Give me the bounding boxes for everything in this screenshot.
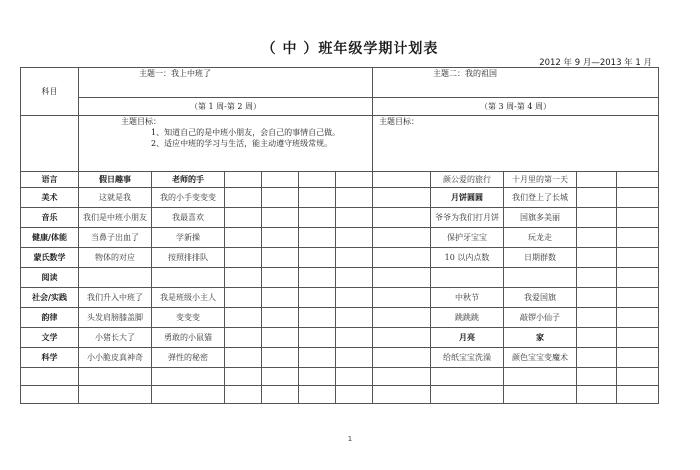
activity-cell: 我最喜欢 <box>152 208 225 228</box>
empty-cell <box>577 328 617 348</box>
empty-cell <box>577 172 617 188</box>
empty-cell <box>373 308 431 328</box>
empty-cell <box>225 268 262 288</box>
empty-cell <box>617 188 659 208</box>
activity-cell: 保护牙宝宝 <box>431 228 504 248</box>
empty-cell <box>336 328 373 348</box>
empty-cell <box>299 228 336 248</box>
activity-cell: 爷爷为我们打月饼 <box>431 208 504 228</box>
empty-cell <box>617 308 659 328</box>
empty-cell <box>225 288 262 308</box>
empty-cell <box>373 228 431 248</box>
empty-cell <box>299 268 336 288</box>
subject-cell: 美术 <box>21 188 79 208</box>
week1-cell: （第 1 周-第 2 周） <box>79 98 373 116</box>
empty-cell <box>373 288 431 308</box>
activity-cell <box>431 268 504 288</box>
empty-cell <box>617 172 659 188</box>
table-row <box>21 248 659 268</box>
activity-cell <box>152 268 225 288</box>
plan-table <box>20 67 659 404</box>
activity-cell: 变变变 <box>152 308 225 328</box>
table-row <box>21 368 659 386</box>
activity-cell: 跳跳跳 <box>431 308 504 328</box>
activity-cell: 按照排排队 <box>152 248 225 268</box>
empty-cell <box>373 208 431 228</box>
activity-cell: 我们是中班小朋友 <box>79 208 152 228</box>
empty-cell <box>336 188 373 208</box>
empty-cell <box>262 268 299 288</box>
empty-cell <box>373 188 431 208</box>
activity-cell: 颜色宝宝变魔术 <box>504 348 577 368</box>
empty-cell <box>373 386 431 404</box>
activity-cell: 我是班级小主人 <box>152 288 225 308</box>
empty-cell <box>225 368 262 386</box>
goal1-title: 主题目标： <box>121 117 161 126</box>
activity-cell: 玩龙走 <box>504 228 577 248</box>
empty-cell <box>262 308 299 328</box>
table-row <box>21 188 659 208</box>
empty-cell <box>577 268 617 288</box>
activity-cell <box>504 386 577 404</box>
activity-cell: 月饼圆圆 <box>431 188 504 208</box>
activity-cell: 学新操 <box>152 228 225 248</box>
empty-cell <box>299 188 336 208</box>
empty-cell <box>262 248 299 268</box>
empty-cell <box>577 348 617 368</box>
empty-cell <box>225 348 262 368</box>
empty-cell <box>299 248 336 268</box>
empty-cell <box>336 268 373 288</box>
table-row <box>21 288 659 308</box>
activity-cell: 家 <box>504 328 577 348</box>
activity-cell <box>79 386 152 404</box>
empty-cell <box>373 248 431 268</box>
subject-cell <box>21 386 79 404</box>
empty-cell <box>336 386 373 404</box>
empty-cell <box>299 308 336 328</box>
page-number: 1 <box>347 435 353 443</box>
table-row <box>21 308 659 328</box>
activity-cell: 物体的对应 <box>79 248 152 268</box>
activity-cell: 敲锣小仙子 <box>504 308 577 328</box>
goal1-item: 1、知道自己的是中班小朋友，会自己的事情自己做。 <box>151 128 341 137</box>
empty-cell <box>336 288 373 308</box>
activity-cell: 小小脆皮真神奇 <box>79 348 152 368</box>
empty-cell <box>262 228 299 248</box>
table-row <box>21 172 659 188</box>
empty-cell <box>373 328 431 348</box>
empty-cell <box>336 208 373 228</box>
empty-cell <box>299 386 336 404</box>
empty-cell <box>225 328 262 348</box>
empty-cell <box>225 386 262 404</box>
table-row <box>21 348 659 368</box>
activity-cell <box>152 368 225 386</box>
subject-cell: 文学 <box>21 328 79 348</box>
activity-cell <box>431 368 504 386</box>
empty-cell <box>577 308 617 328</box>
activity-cell <box>79 368 152 386</box>
activity-cell: 当鼻子出血了 <box>79 228 152 248</box>
activity-cell: 月亮 <box>431 328 504 348</box>
empty-cell <box>262 386 299 404</box>
empty-cell <box>617 348 659 368</box>
empty-cell <box>373 172 431 188</box>
activity-cell <box>152 386 225 404</box>
activity-cell: 小猪长大了 <box>79 328 152 348</box>
empty-cell <box>299 172 336 188</box>
subject-cell: 阅读 <box>21 268 79 288</box>
empty-cell <box>262 208 299 228</box>
empty-cell <box>577 208 617 228</box>
activity-cell <box>504 268 577 288</box>
subject-cell: 语言 <box>21 172 79 188</box>
activity-cell: 10 以内点数 <box>431 248 504 268</box>
empty-cell <box>299 348 336 368</box>
subject-cell: 音乐 <box>21 208 79 228</box>
activity-cell: 头发肩膀膝盖脚 <box>79 308 152 328</box>
activity-cell: 假日趣事 <box>79 172 152 188</box>
empty-cell <box>617 208 659 228</box>
goal1-item: 2、适应中班的学习与生活，能主动遵守班级常规。 <box>151 139 333 148</box>
activity-cell: 国旗多美丽 <box>504 208 577 228</box>
empty-cell <box>577 248 617 268</box>
table-row <box>21 268 659 288</box>
activity-cell: 我爱国旗 <box>504 288 577 308</box>
activity-cell: 我们升入中班了 <box>79 288 152 308</box>
subject-cell: 健康/体能 <box>21 228 79 248</box>
empty-cell <box>262 328 299 348</box>
activity-cell: 日期群数 <box>504 248 577 268</box>
subject-cell: 社会/实践 <box>21 288 79 308</box>
date-range: 2012 年 9 月—2013 年 1 月 <box>539 58 652 68</box>
empty-cell <box>262 368 299 386</box>
subject-cell: 科学 <box>21 348 79 368</box>
empty-cell <box>225 188 262 208</box>
empty-cell <box>262 288 299 308</box>
table-row <box>21 328 659 348</box>
table-row <box>21 228 659 248</box>
empty-cell <box>617 368 659 386</box>
empty-cell <box>262 348 299 368</box>
table-row <box>21 386 659 404</box>
subject-cell: 蒙氏数学 <box>21 248 79 268</box>
activity-cell: 勇敢的小鼠猫 <box>152 328 225 348</box>
empty-cell <box>225 228 262 248</box>
empty-cell <box>336 308 373 328</box>
empty-cell <box>577 188 617 208</box>
empty-cell <box>225 248 262 268</box>
empty-cell <box>225 172 262 188</box>
activity-cell <box>431 386 504 404</box>
empty-cell <box>336 228 373 248</box>
activity-cell: 给纸宝宝洗澡 <box>431 348 504 368</box>
subject-cell <box>21 368 79 386</box>
activity-cell: 老师的手 <box>152 172 225 188</box>
empty-cell <box>373 268 431 288</box>
activity-cell: 中秋节 <box>431 288 504 308</box>
empty-cell <box>577 288 617 308</box>
empty-cell <box>617 288 659 308</box>
activity-cell: 我的小手变变变 <box>152 188 225 208</box>
empty-cell <box>262 188 299 208</box>
empty-cell <box>299 368 336 386</box>
empty-cell <box>373 368 431 386</box>
empty-cell <box>577 386 617 404</box>
empty-cell <box>262 172 299 188</box>
subject-cell: 韵律 <box>21 308 79 328</box>
empty-cell <box>336 368 373 386</box>
activity-cell: 这就是我 <box>79 188 152 208</box>
empty-cell <box>299 328 336 348</box>
goal2-cell <box>373 116 659 172</box>
empty-cell <box>617 268 659 288</box>
empty-cell <box>617 328 659 348</box>
goal2-title: 主题目标： <box>379 117 419 126</box>
empty-cell <box>225 308 262 328</box>
activity-cell: 弹性的秘密 <box>152 348 225 368</box>
goal-blank-cell <box>21 116 79 172</box>
empty-cell <box>617 228 659 248</box>
activity-cell <box>504 368 577 386</box>
subject-header: 科目 <box>21 68 79 116</box>
empty-cell <box>336 172 373 188</box>
empty-cell <box>336 348 373 368</box>
activity-cell: 十月里的第一天 <box>504 172 577 188</box>
theme1-cell: 主题一：我上中班了 <box>79 68 373 98</box>
theme2-cell: 主题二：我的祖国 <box>373 68 659 98</box>
empty-cell <box>577 228 617 248</box>
table-row <box>21 208 659 228</box>
empty-cell <box>577 368 617 386</box>
empty-cell <box>617 248 659 268</box>
activity-cell <box>79 268 152 288</box>
week2-cell: （第 3 周-第 4 周） <box>373 98 659 116</box>
activity-cell: 我们登上了长城 <box>504 188 577 208</box>
empty-cell <box>373 348 431 368</box>
empty-cell <box>617 386 659 404</box>
activity-cell: 颜公爱的旅行 <box>431 172 504 188</box>
empty-cell <box>225 208 262 228</box>
page-title: （ 中 ）班年级学期计划表 <box>261 41 439 57</box>
empty-cell <box>336 248 373 268</box>
goal1-cell <box>79 116 373 172</box>
empty-cell <box>299 208 336 228</box>
empty-cell <box>299 288 336 308</box>
